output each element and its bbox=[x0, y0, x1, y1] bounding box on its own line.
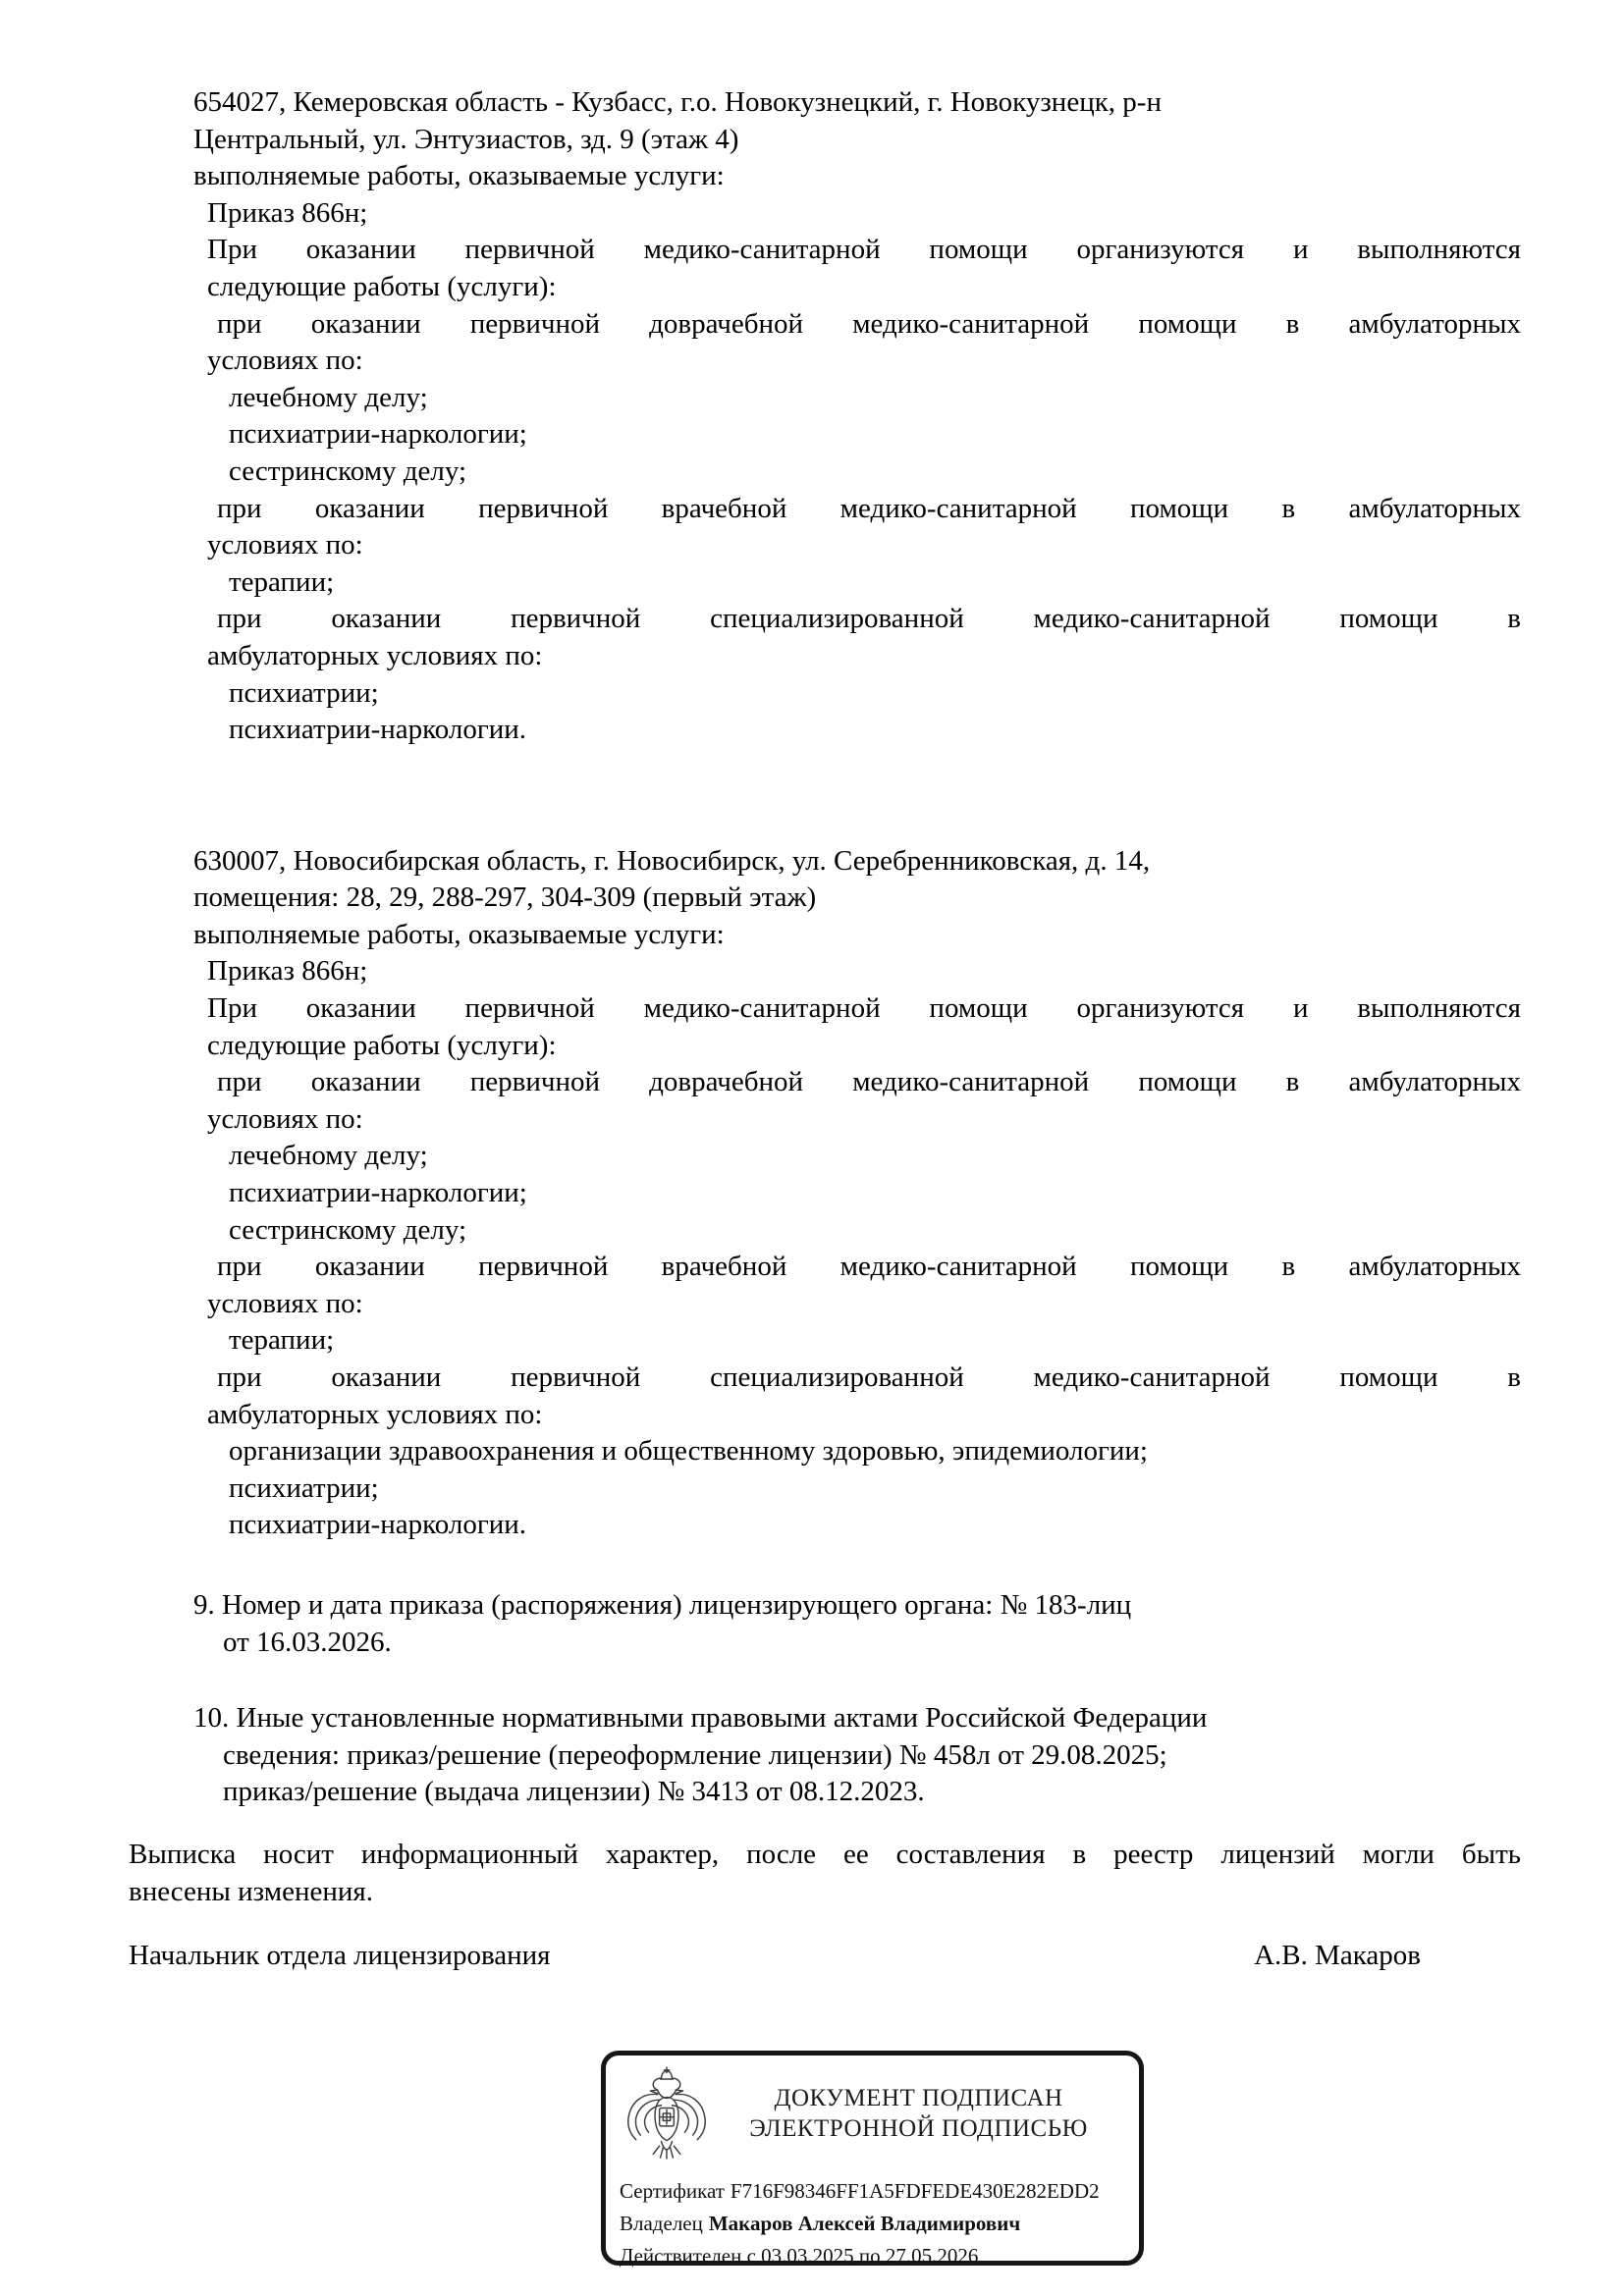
doc-line: Центральный, ул. Энтузиастов, зд. 9 (этаж 4) bbox=[193, 123, 739, 155]
doc-line: сестринскому делу; bbox=[229, 1213, 467, 1246]
signature-name: А.В. Макаров bbox=[1254, 1940, 1421, 1972]
block-spacer bbox=[193, 749, 1521, 843]
doc-line: терапии; bbox=[229, 565, 335, 598]
stamp-details bbox=[620, 2175, 1125, 2272]
block-spacer bbox=[193, 1544, 1521, 1587]
doc-line: следующие работы (услуги): bbox=[207, 1029, 557, 1061]
doc-line: При оказании первичной медико-санитарной помощи организуются и выполняются bbox=[207, 234, 1521, 266]
doc-line: внесены изменения. bbox=[129, 1875, 373, 1907]
doc-line: лечебному делу; bbox=[229, 381, 428, 413]
stamp-title-line2: ЭЛЕКТРОННОЙ ПОДПИСЬЮ bbox=[749, 2115, 1088, 2142]
stamp-certificate-line bbox=[620, 2175, 1125, 2208]
signature-role: Начальник отдела лицензирования bbox=[129, 1940, 551, 1972]
stamp-title-line1: ДОКУМЕНТ ПОДПИСАН bbox=[774, 2085, 1063, 2111]
address-block-kemerovo bbox=[193, 84, 1521, 749]
doc-line: условиях по: bbox=[207, 1287, 363, 1319]
doc-line: помещения: 28, 29, 288-297, 304-309 (первый этаж) bbox=[193, 881, 817, 914]
doc-line: 10. Иные установленные нормативными правовыми актами Российской Федерации bbox=[193, 1702, 1208, 1735]
stamp-owner-line bbox=[620, 2208, 1125, 2240]
doc-line: амбулаторных условиях по: bbox=[207, 1398, 543, 1430]
doc-line: психиатрии-наркологии; bbox=[229, 418, 527, 451]
doc-line: условиях по: bbox=[207, 1102, 363, 1135]
owner-label: Владелец bbox=[620, 2212, 703, 2235]
certificate-label: Сертификат bbox=[620, 2179, 725, 2203]
doc-line: психиатрии; bbox=[229, 676, 379, 709]
stamp-validity-line: Действителен с 03.03.2025 по 27.05.2026 bbox=[620, 2244, 979, 2268]
doc-line: 654027, Кемеровская область - Кузбасс, г.о. Новокузнецкий, г. Новокузнецк, р-н bbox=[193, 86, 1162, 118]
doc-line: приказ/решение (выдача лицензии) № 3413 от 08.12.2023. bbox=[223, 1776, 925, 1808]
signature-row bbox=[129, 1940, 1421, 1972]
doc-line: При оказании первичной медико-санитарной помощи организуются и выполняются bbox=[207, 992, 1521, 1025]
doc-line: выполняемые работы, оказываемые услуги: bbox=[193, 918, 725, 950]
address-block-novosibirsk bbox=[193, 843, 1521, 1544]
doc-line: при оказании первичной доврачебной медико-санитарной помощи в амбулаторных bbox=[217, 1066, 1521, 1098]
doc-line: условиях по: bbox=[207, 345, 363, 377]
doc-line: Выписка носит информационный характер, после ее составления в реестр лицензий могли быть bbox=[129, 1838, 1521, 1870]
doc-line: выполняемые работы, оказываемые услуги: bbox=[193, 160, 725, 192]
owner-name: Макаров Алексей Владимирович bbox=[708, 2212, 1021, 2235]
doc-line: сестринскому делу; bbox=[229, 454, 467, 487]
clause-9 bbox=[193, 1587, 1521, 1661]
document-body bbox=[193, 0, 1521, 1811]
stamp-header bbox=[620, 2063, 1125, 2163]
doc-line: при оказании первичной врачебной медико-санитарной помощи в амбулаторных bbox=[217, 1251, 1521, 1283]
double-headed-eagle-icon bbox=[620, 2064, 712, 2163]
doc-line: лечебному делу; bbox=[229, 1140, 428, 1172]
doc-line: Приказ 866н; bbox=[207, 955, 368, 988]
doc-line: организации здравоохранения и общественному здоровью, эпидемиологии; bbox=[229, 1435, 1148, 1468]
clause-10 bbox=[193, 1700, 1521, 1811]
stamp-title bbox=[712, 2083, 1125, 2144]
doc-line: Приказ 866н; bbox=[207, 196, 368, 229]
doc-line: при оказании первичной врачебной медико-санитарной помощи в амбулаторных bbox=[217, 492, 1521, 524]
doc-line: психиатрии-наркологии. bbox=[229, 714, 527, 746]
doc-line: психиатрии-наркологии. bbox=[229, 1509, 527, 1541]
digital-signature-stamp bbox=[601, 2051, 1144, 2266]
certificate-value: F716F98346FF1A5FDFEDE430E282EDD2 bbox=[730, 2179, 1100, 2203]
doc-line: от 16.03.2026. bbox=[223, 1626, 392, 1658]
doc-line: сведения: приказ/решение (переоформление лицензии) № 458л от 29.08.2025; bbox=[223, 1738, 1167, 1771]
doc-line: следующие работы (услуги): bbox=[207, 270, 557, 302]
doc-line: психиатрии; bbox=[229, 1471, 379, 1504]
doc-line: терапии; bbox=[229, 1324, 335, 1357]
doc-line: при оказании первичной специализированной медико-санитарной помощи в bbox=[217, 603, 1521, 635]
doc-line: 630007, Новосибирская область, г. Новосибирск, ул. Серебренниковская, д. 14, bbox=[193, 844, 1151, 877]
doc-line: при оказании первичной доврачебной медико-санитарной помощи в амбулаторных bbox=[217, 307, 1521, 340]
block-spacer bbox=[193, 1661, 1521, 1700]
doc-line: амбулаторных условиях по: bbox=[207, 639, 543, 671]
info-note bbox=[129, 1837, 1521, 1910]
doc-line: условиях по: bbox=[207, 529, 363, 561]
doc-line: психиатрии-наркологии; bbox=[229, 1177, 527, 1209]
doc-line: при оказании первичной специализированной медико-санитарной помощи в bbox=[217, 1362, 1521, 1393]
doc-line: 9. Номер и дата приказа (распоряжения) лицензирующего органа: № 183-лиц bbox=[193, 1588, 1132, 1621]
